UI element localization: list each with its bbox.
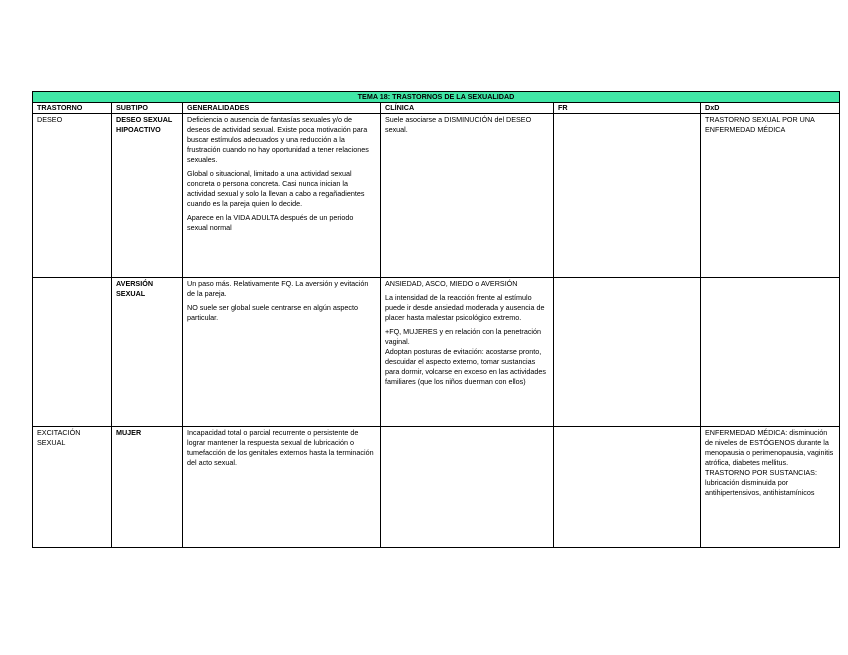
cell-generalidades bbox=[183, 114, 381, 278]
cell-subtipo: AVERSIÓN SEXUAL bbox=[112, 278, 183, 427]
cell-trastorno: DESEO bbox=[33, 114, 112, 278]
cell-clinica bbox=[381, 278, 554, 427]
paragraph: Suele asociarse a DISMINUCIÓN del DESEO sexual. bbox=[385, 115, 532, 134]
header-clinica: CLÍNICA bbox=[381, 103, 554, 114]
paragraph: La intensidad de la reacción frente al estímulo puede ir desde ansiedad moderada y ausencia de placer hasta malestar psicológico extremo. bbox=[385, 293, 545, 322]
table-row bbox=[33, 427, 840, 548]
cell-clinica bbox=[381, 114, 554, 278]
paragraph: Aparece en la VIDA ADULTA después de un periodo sexual normal bbox=[187, 213, 354, 232]
cell-dxd bbox=[701, 278, 840, 427]
table-title: TEMA 18: TRASTORNOS DE LA SEXUALIDAD bbox=[33, 92, 840, 103]
header-subtipo: SUBTIPO bbox=[112, 103, 183, 114]
header-trastorno: TRASTORNO bbox=[33, 103, 112, 114]
table-row bbox=[33, 278, 840, 427]
cell-trastorno: EXCITACIÓN SEXUAL bbox=[33, 427, 112, 548]
paragraph: Adoptan posturas de evitación: acostarse pronto, descuidar el aspecto externo, tomar sustancias para dormir, volcarse en exceso en las actividades familiares (que los niños duerman con ellos) bbox=[385, 347, 547, 386]
paragraph: NO suele ser global suele centrarse en algún aspecto particular. bbox=[187, 303, 359, 322]
header-dxd: DxD bbox=[701, 103, 840, 114]
cell-subtipo: DESEO SEXUAL HIPOACTIVO bbox=[112, 114, 183, 278]
cell-fr bbox=[554, 427, 701, 548]
cell-dxd bbox=[701, 427, 840, 548]
header-fr: FR bbox=[554, 103, 701, 114]
paragraph: TRASTORNO SEXUAL POR UNA ENFERMEDAD MÉDICA bbox=[705, 115, 815, 134]
cell-trastorno bbox=[33, 278, 112, 427]
table-title-row bbox=[33, 92, 840, 103]
header-generalidades: GENERALIDADES bbox=[183, 103, 381, 114]
paragraph: ENFERMEDAD MÉDICA: disminución de niveles de ESTÓGENOS durante la menopausia o perimenopausia, vaginitis atrófica, diabetes mellitus. bbox=[705, 428, 834, 467]
paragraph: Un paso más. Relativamente FQ. La aversión y evitación de la pareja. bbox=[187, 279, 369, 298]
cell-generalidades bbox=[183, 427, 381, 548]
header-row bbox=[33, 103, 840, 114]
table-row bbox=[33, 114, 840, 278]
paragraph: Global o situacional, limitado a una actividad sexual concreta o persona concreta. Casi nunca inician la actividad sexual y solo la llevan a cabo a regañadientes cuando es la pareja quien lo decide. bbox=[187, 169, 365, 208]
paragraph: +FQ, MUJERES y en relación con la penetración vaginal. bbox=[385, 327, 542, 346]
cell-clinica bbox=[381, 427, 554, 548]
disorders-table bbox=[32, 91, 840, 548]
cell-fr bbox=[554, 278, 701, 427]
cell-fr bbox=[554, 114, 701, 278]
paragraph: Incapacidad total o parcial recurrente o persistente de lograr mantener la respuesta sexual de lubricación o tumefacción de los genitales externos hasta la terminación del acto sexual. bbox=[187, 428, 374, 467]
paragraph: TRASTORNO POR SUSTANCIAS: lubricación disminuida por antihipertensivos, antihistamínicos bbox=[705, 468, 817, 497]
cell-subtipo: MUJER bbox=[112, 427, 183, 548]
cell-dxd bbox=[701, 114, 840, 278]
cell-generalidades bbox=[183, 278, 381, 427]
paragraph: ANSIEDAD, ASCO, MIEDO o AVERSIÓN bbox=[385, 279, 518, 288]
paragraph: Deficiencia o ausencia de fantasías sexuales y/o de deseos de actividad sexual. Existe poca motivación para buscar estímulos adecuados y una reducción a la frustración cuando no hay oportunidad a tener relaciones sexuales. bbox=[187, 115, 369, 164]
document-table-wrapper bbox=[32, 91, 839, 548]
